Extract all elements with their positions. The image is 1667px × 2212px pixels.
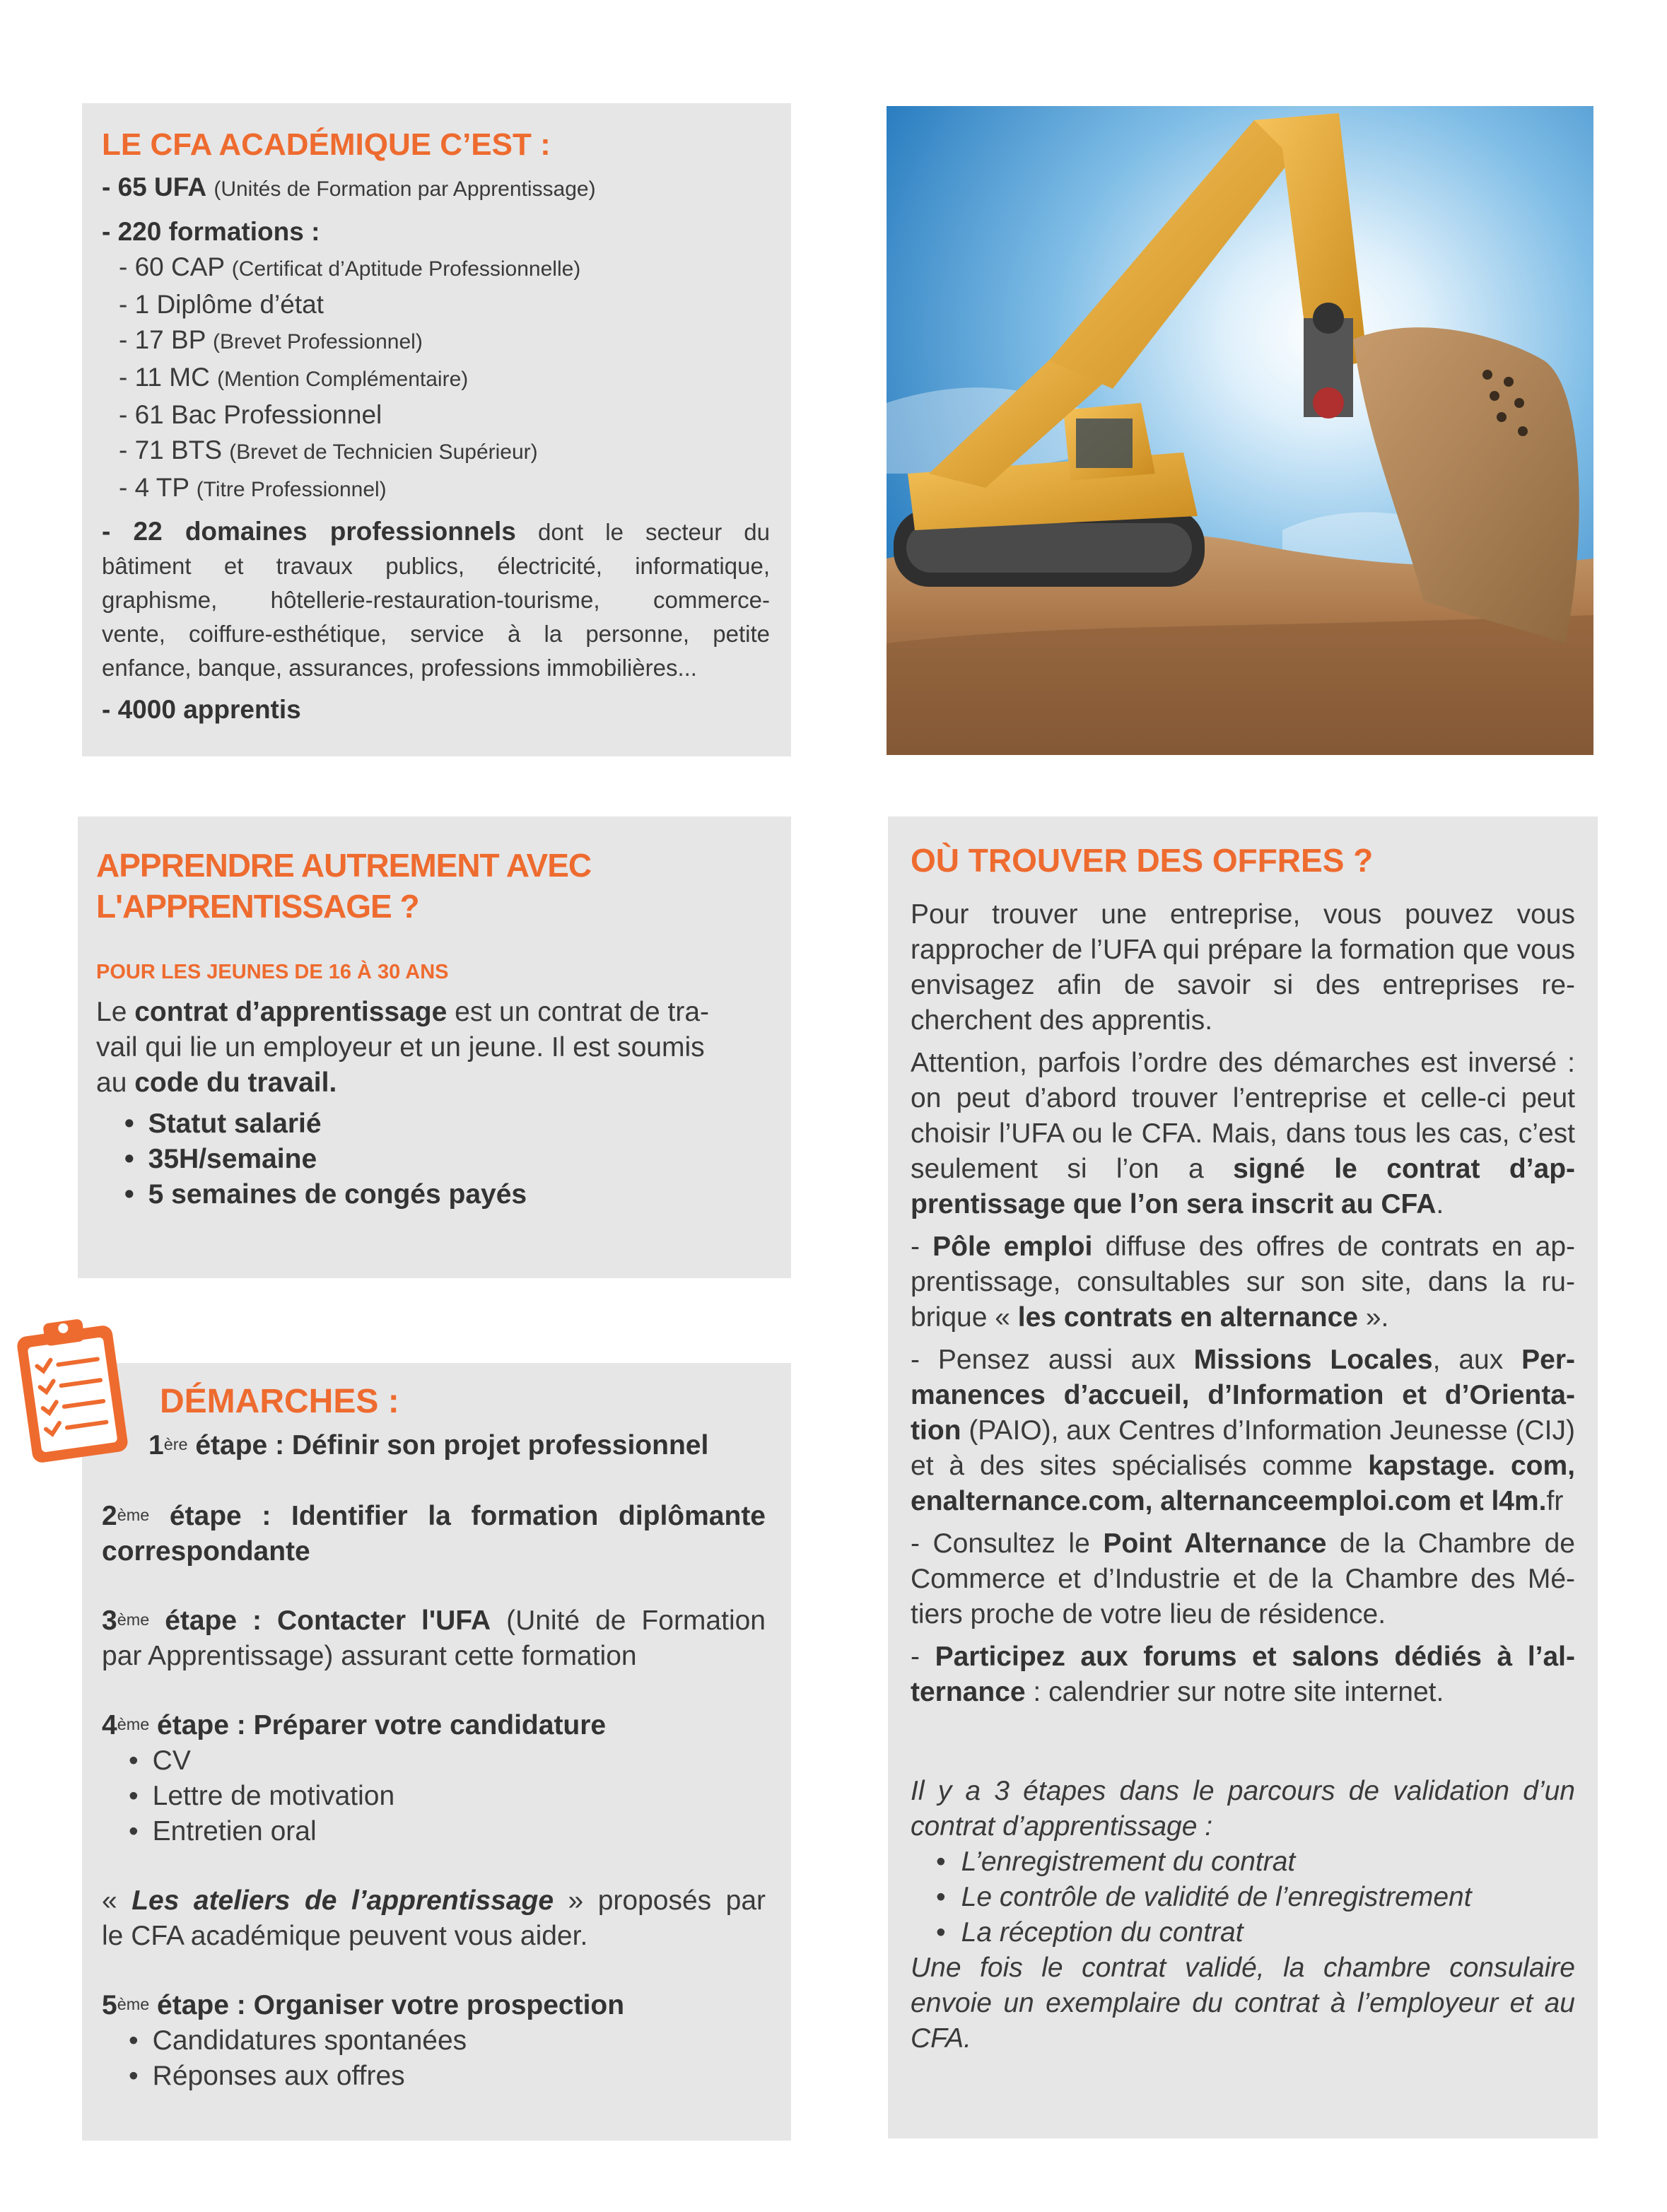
- validation-end: Une fois le contrat validé, la chambre consulaire envoie un exemplaire du contrat à l’employeur et au CFA.: [911, 1953, 1575, 2054]
- validation-intro: Il y a 3 étapes dans le parcours de validation d’un contrat d’apprentissage :: [911, 1776, 1575, 1842]
- step-3: 3ème étape : Contacter l'UFA (Unité de Formation par Apprentissage) assurant cette formation: [102, 1605, 766, 1671]
- apprendre-text: Le contrat d’apprentissage est un contrat de tra- vail qui lie un employeur et un jeune. Il est soumis au code du travail.: [96, 997, 710, 1098]
- ufa-note: (Unités de Formation par Apprentissage): [214, 177, 596, 201]
- formation-item: - 11 MC (Mention Complémentaire): [119, 363, 469, 392]
- demarches-title: DÉMARCHES :: [160, 1383, 399, 1420]
- validation-item: • Le contrôle de validité de l’enregistrement: [936, 1880, 1575, 1915]
- ufa-count: - 65 UFA: [102, 172, 207, 201]
- domaines-line: vente, coiffure-esthétique, service à la personne, petite: [102, 621, 770, 647]
- domaines-line: - 22 domaines professionnels dont le secteur du: [102, 517, 770, 546]
- formation-item: - 71 BTS (Brevet de Technicien Supérieur): [119, 435, 538, 464]
- step5-item: • Réponses aux offres: [129, 2059, 766, 2094]
- offres-paragraph: - Pôle emploi diffuse des offres de contrats en ap-prentissage, consultables sur son site, dans la ru-brique « les contrats en alternance ».: [911, 1231, 1575, 1333]
- validation-steps: [911, 1844, 1575, 1950]
- offres-paragraph: - Consultez le Point Alternance de la Chambre de Commerce et d’Industrie et de la Chambre des Mé-tiers proche de votre lieu de résidence.: [911, 1528, 1575, 1629]
- formation-item: - 60 CAP (Certificat d’Aptitude Professionnelle): [119, 252, 581, 281]
- formation-item: - 1 Diplôme d’état: [119, 290, 324, 319]
- apprendre-box: [78, 817, 791, 1278]
- cfa-title: LE CFA ACADÉMIQUE C’EST :: [102, 127, 551, 162]
- offres-paragraph: - Pensez aussi aux Missions Locales, aux Per-manences d’accueil, d’Information et d’Orienta-tion (PAIO), aux Centres d’Information Jeunesse (CIJ) et à des sites spécialisés comme kapstage. com, enalternance.com, alternanceemploi.com et l4m.fr: [911, 1345, 1576, 1516]
- validation-item: • La réception du contrat: [936, 1915, 1575, 1950]
- offres-box: [888, 817, 1598, 2138]
- step-4: 4ème étape : Préparer votre candidature • CV • Lettre de motivation • Entretien oral: [102, 1708, 766, 1849]
- apprendre-title-line1: APPRENDRE AUTREMENT AVEC: [96, 847, 592, 884]
- step4-item: • CV: [129, 1743, 766, 1779]
- step5-item: • Candidatures spontanées: [129, 2023, 766, 2059]
- bullet-item: • Statut salarié: [124, 1106, 771, 1142]
- step4-item: • Lettre de motivation: [129, 1779, 766, 1814]
- step-1: 1ère étape : Définir son projet professionnel: [148, 1430, 709, 1461]
- domaines-line: graphisme, hôtellerie-restauration-tourisme, commerce-: [102, 587, 770, 613]
- step-5: 5ème étape : Organiser votre prospection • Candidatures spontanées • Réponses aux offres: [102, 1988, 766, 2094]
- ufa-line: [102, 170, 770, 207]
- offres-paragraph: Attention, parfois l’ordre des démarches est inversé : on peut d’abord trouver l’entreprise et celle-ci peut choisir l’UFA ou le CFA. Mais, dans tous les cas, c’est seulement si l’on a signé le contrat d’ap-prentissage que l’on sera inscrit au CFA.: [911, 1048, 1576, 1219]
- ateliers-text: « Les ateliers de l’apprentissage » proposés par le CFA académique peuvent vous aider.: [102, 1885, 766, 1951]
- demarches-box: [82, 1363, 791, 2141]
- bullet-item: • 35H/semaine: [124, 1142, 771, 1177]
- step4-item: • Entretien oral: [129, 1814, 766, 1849]
- apprendre-title-line2: L'APPRENTISSAGE ?: [96, 888, 419, 925]
- apprendre-subtitle: POUR LES JEUNES DE 16 À 30 ANS: [96, 961, 449, 983]
- domaines-line: enfance, banque, assurances, professions immobilières...: [102, 655, 697, 681]
- formation-item: - 17 BP (Brevet Professionnel): [119, 325, 423, 354]
- bullet-item: • 5 semaines de congés payés: [124, 1177, 771, 1212]
- formations-count: - 220 formations :: [102, 217, 320, 246]
- offres-paragraph: - Participez aux forums et salons dédiés à l’al-ternance : calendrier sur notre site internet.: [911, 1642, 1576, 1707]
- clipboard-checklist-icon: [11, 1311, 133, 1473]
- step-2: 2ème étape : Identifier la formation diplômante correspondante: [102, 1501, 766, 1567]
- cfa-info-box: [82, 103, 791, 756]
- formation-item: - 4 TP (Titre Professionnel): [119, 473, 387, 502]
- validation-item: • L’enregistrement du contrat: [936, 1844, 1575, 1880]
- offres-paragraph: Pour trouver une entreprise, vous pouvez vous rapprocher de l’UFA qui prépare la formation que vous envisagez afin de savoir si des entreprises re-cherchent des apprentis.: [911, 899, 1575, 1036]
- excavator-photo: [887, 106, 1593, 755]
- formations-line: [102, 214, 770, 250]
- apprentis-line: - 4000 apprentis: [102, 695, 301, 724]
- domaines-line: bâtiment et travaux publics, électricité, informatique,: [102, 553, 770, 579]
- offres-title: OÙ TROUVER DES OFFRES ?: [911, 842, 1374, 879]
- apprendre-bullets: [96, 1106, 771, 1212]
- formation-item: - 61 Bac Professionnel: [119, 400, 382, 429]
